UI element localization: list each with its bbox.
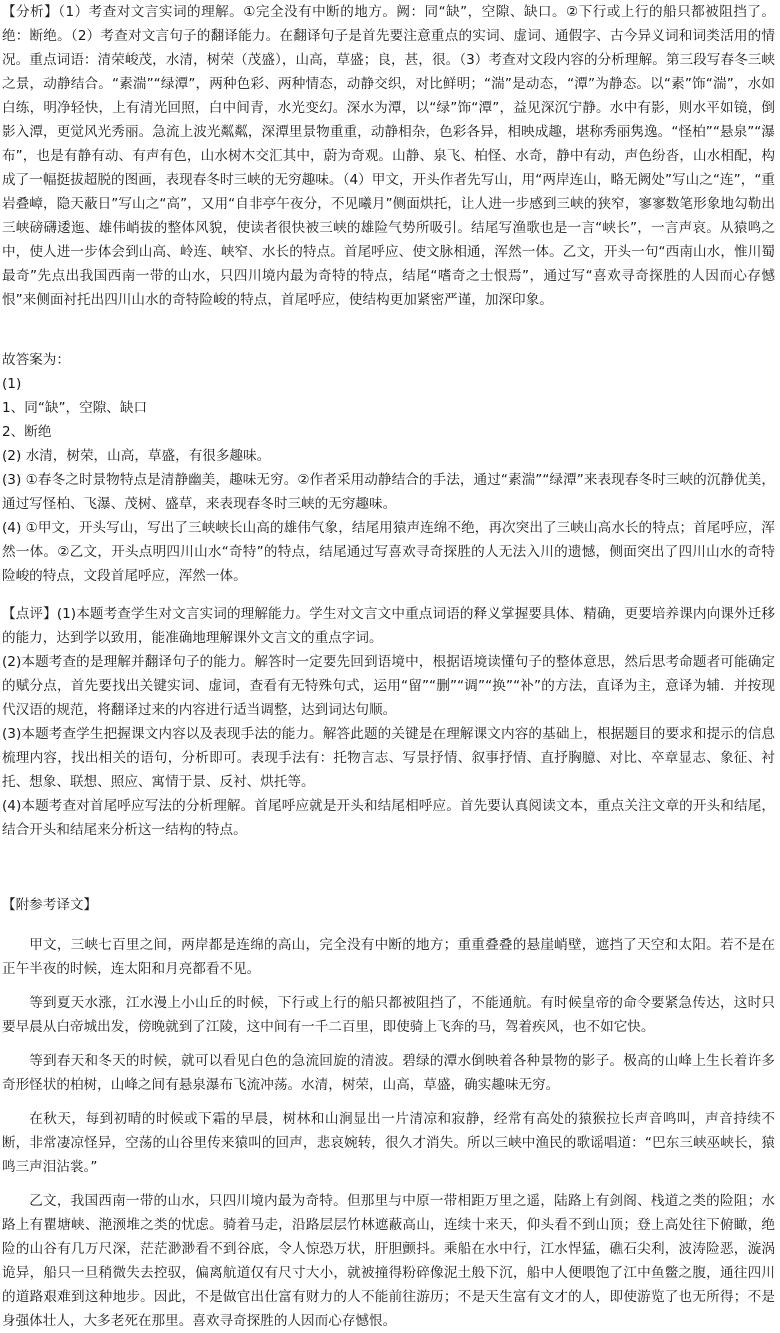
comment-item: 【点评】(1)本题考查学生对文言实词的理解能力。学生对文言文中重点词语的释义掌握要具体、精确，更要培养课内向课外迁移的能力，达到学以致用，能准确地理解课外文言文的重点字词。 (2, 606, 775, 646)
translation-paragraph: 在秋天，每到初晴的时候或下霜的早晨，树林和山涧显出一片清凉和寂静，经常有高处的猿猴拉长声音鸣叫，声音持续不断，非常凄凉怪异，空荡的山谷里传来猿叫的回声，悲哀婉转，很久才消失。所以三峡中渔民的歌谣唱道：“巴东三峡巫峡长，猿鸣三声泪沾裳。” (2, 1111, 775, 1175)
answer-line: (4) ①甲文，开头写山，写出了三峡峡长山高的雄伟气象，结尾用猿声连绵不绝，再次突出了三峡山高水长的特点；首尾呼应，浑然一体。②乙文，开头点明四川山水“奇特”的特点，结尾通过写喜欢寻奇探胜的人无法入川的遗憾，侧面突出了四川山水的奇特险峻的特点，文段首尾呼应，浑然一体。 (2, 520, 775, 584)
comment-label: 【点评】 (2, 606, 57, 622)
answer-line: (2) 水清，树荣，山高，草盛，有很多趣味。 (2, 448, 271, 464)
translation-paragraph: 甲文，三峡七百里之间，两岸都是连绵的高山，完全没有中断的地方；重重叠叠的悬崖峭壁，遮挡了天空和太阳。若不是在正午半夜的时候，连太阳和月亮都看不见。 (2, 937, 775, 977)
analysis-section (2, 0, 775, 312)
comment-section (2, 602, 775, 842)
answer-line: 1、同“缺”，空隙、缺口 (2, 400, 148, 416)
answer-line: (1) (2, 376, 22, 392)
answer-section (2, 348, 775, 588)
comment-item: (2)本题考查的是理解并翻译句子的能力。解答时一定要先回到语境中，根据语境读懂句子的整体意思，然后思考命题者可能确定的赋分点，首先要找出关键实词、虚词，查看有无特殊句式，运用“留”“删”“调”“换”“补”的方法，直译为主，意译为辅．并按现代汉语的规范，将翻译过来的内容进行适当调整，达到词达句顺。 (2, 654, 775, 718)
answer-line: (3) ①春冬之时景物特点是清静幽美，趣味无穷。②作者采用动静结合的手法，通过“素湍”“绿潭”来表现春冬时三峡的沉静优美，通过写怪柏、飞瀑、茂树、盛草，来表现春冬时三峡的无穷趣味。 (2, 472, 775, 512)
analysis-text: （1）考查对文言实词的理解。①完全没有中断的地方。阙：同“缺”，空隙、缺口。②下行或上行的船只都被阻挡了。绝：断绝。（2）考查对文言句子的翻译能力。在翻译句子是首先要注意重点的实词、虚词、通假字、古今异义词和词类活用的情况。重点词语：清荣峻茂，水清，树荣（茂盛），山高，草盛；良，甚，很。（3）考查对文段内容的分析理解。第三段写春冬三峡之景，动静结合。“素湍”“绿潭”，两种色彩、两种情态，动静交织，对比鲜明；“湍”是动态，“潭”为静态。以“素”饰“湍”，水如白练，明净轻快，上有清光回照，白中间青，水光变幻。深水为潭，以“绿”饰“潭”，益见深沉宁静。水中有影，则水平如镜，倒影入潭，更觉风光秀丽。急流上波光粼粼，深潭里景物重重，动静相杂，色彩各异，相映成趣，堪称秀丽隽逸。“怪柏”“悬泉”“瀑布”，也是有静有动、有声有色，山水树木交汇其中，蔚为奇观。山静、泉飞、柏怪、水奇，静中有动，声色纷沓，山水相配，构成了一幅挺拔超脱的图画，表现春冬时三峡的无穷趣味。（4）甲文，开头作者先写山，用“两岸连山，略无阙处”写山之“连”，“重岩叠嶂，隐天蔽日”写山之“高”，又用“自非亭午夜分，不见曦月”侧面烘托，让人进一步感到三峡的狭窄，寥寥数笔形象地勾勒出三峡磅礴逶迤、雄伟峭拔的整体风貌，使读者很快被三峡的雄险气势所吸引。结尾写渔歌也是一言“峡长”，一言声哀。从猿鸣之中，使人进一步体会到山高、岭连、峡窄、水长的特点。首尾呼应、使文脉相通，浑然一体。乙文，开头一句“西南山水，惟川蜀最奇”先点出我国西南一带的山水，只四川境内最为奇特的特点，结尾“嗜奇之士恨焉”，通过写“喜欢寻奇探胜的人因而心存憾恨”来侧面衬托出四川山水的奇特险峻的特点，首尾呼应，使结构更加紧密严谨，加深印象。 (2, 4, 775, 308)
translation-paragraph: 乙文，我国西南一带的山水，只四川境内最为奇特。但那里与中原一带相距万里之遥，陆路上有剑阁、栈道之类的险阻；水路上有瞿塘峡、滟滪堆之类的忧虑。骑着马走，沿路层层竹林遮蔽高山，连续十来天，仰头看不到山顶；登上高处往下俯瞰，绝险的山谷有几万尺深，茫茫渺渺看不到谷底，令人惊恐万状，肝胆颤抖。乘船在水中行，江水悍猛，礁石尖利，波涛险恶，漩涡诡异，船只一旦稍微失去控驭，偏离航道仅有尺寸大小，就被撞得粉碎像泥土般下沉，船中人便喂饱了江中鱼鳖之腹，通往四川的道路艰难到这种地步。因此，不是做官出仕富有财力的人不能前往游历；不是天生富有文才的人，即使游览了也无所得；不是身强体壮人，大多老死在那里。喜欢寻奇探胜的人因而心存憾恨。 (2, 1193, 775, 1329)
analysis-label: 【分析】 (2, 4, 59, 20)
comment-item: (3)本题考查学生把握课文内容以及表现手法的能力。解答此题的关键是在理解课文内容的基础上，根据题目的要求和提示的信息梳理内容，找出相关的语句，分析即可。表现手法有：托物言志、写景抒情、叙事抒情、直抒胸臆、对比、卒章显志、象征、衬托、想象、联想、照应、寓情于景、反衬、烘托等。 (2, 726, 775, 790)
translation-section (2, 893, 775, 1333)
translation-label: 【附参考译文】 (2, 897, 98, 913)
translation-paragraph: 等到春天和冬天的时候，就可以看见白色的急流回旋的清波。碧绿的潭水倒映着各种景物的影子。极高的山峰上生长着许多奇形怪状的柏树，山峰之间有悬泉瀑布飞流冲荡。水清，树荣，山高，草盛，确实趣味无穷。 (2, 1053, 775, 1093)
comment-item: (4)本题考查对首尾呼应写法的分析理解。首尾呼应就是开头和结尾相呼应。首先要认真阅读文本，重点关注文章的开头和结尾，结合开头和结尾来分析这一结构的特点。 (2, 798, 775, 838)
translation-paragraph: 等到夏天水涨，江水漫上小山丘的时候，下行或上行的船只都被阻挡了，不能通航。有时候皇帝的命令要紧急传达，这时只要早晨从白帝城出发，傍晚就到了江陵，这中间有一千二百里，即使骑上飞奔的马，驾着疾风，也不如它快。 (2, 995, 775, 1035)
answer-heading: 故答案为： (2, 352, 70, 368)
answer-line: 2、断绝 (2, 424, 52, 440)
